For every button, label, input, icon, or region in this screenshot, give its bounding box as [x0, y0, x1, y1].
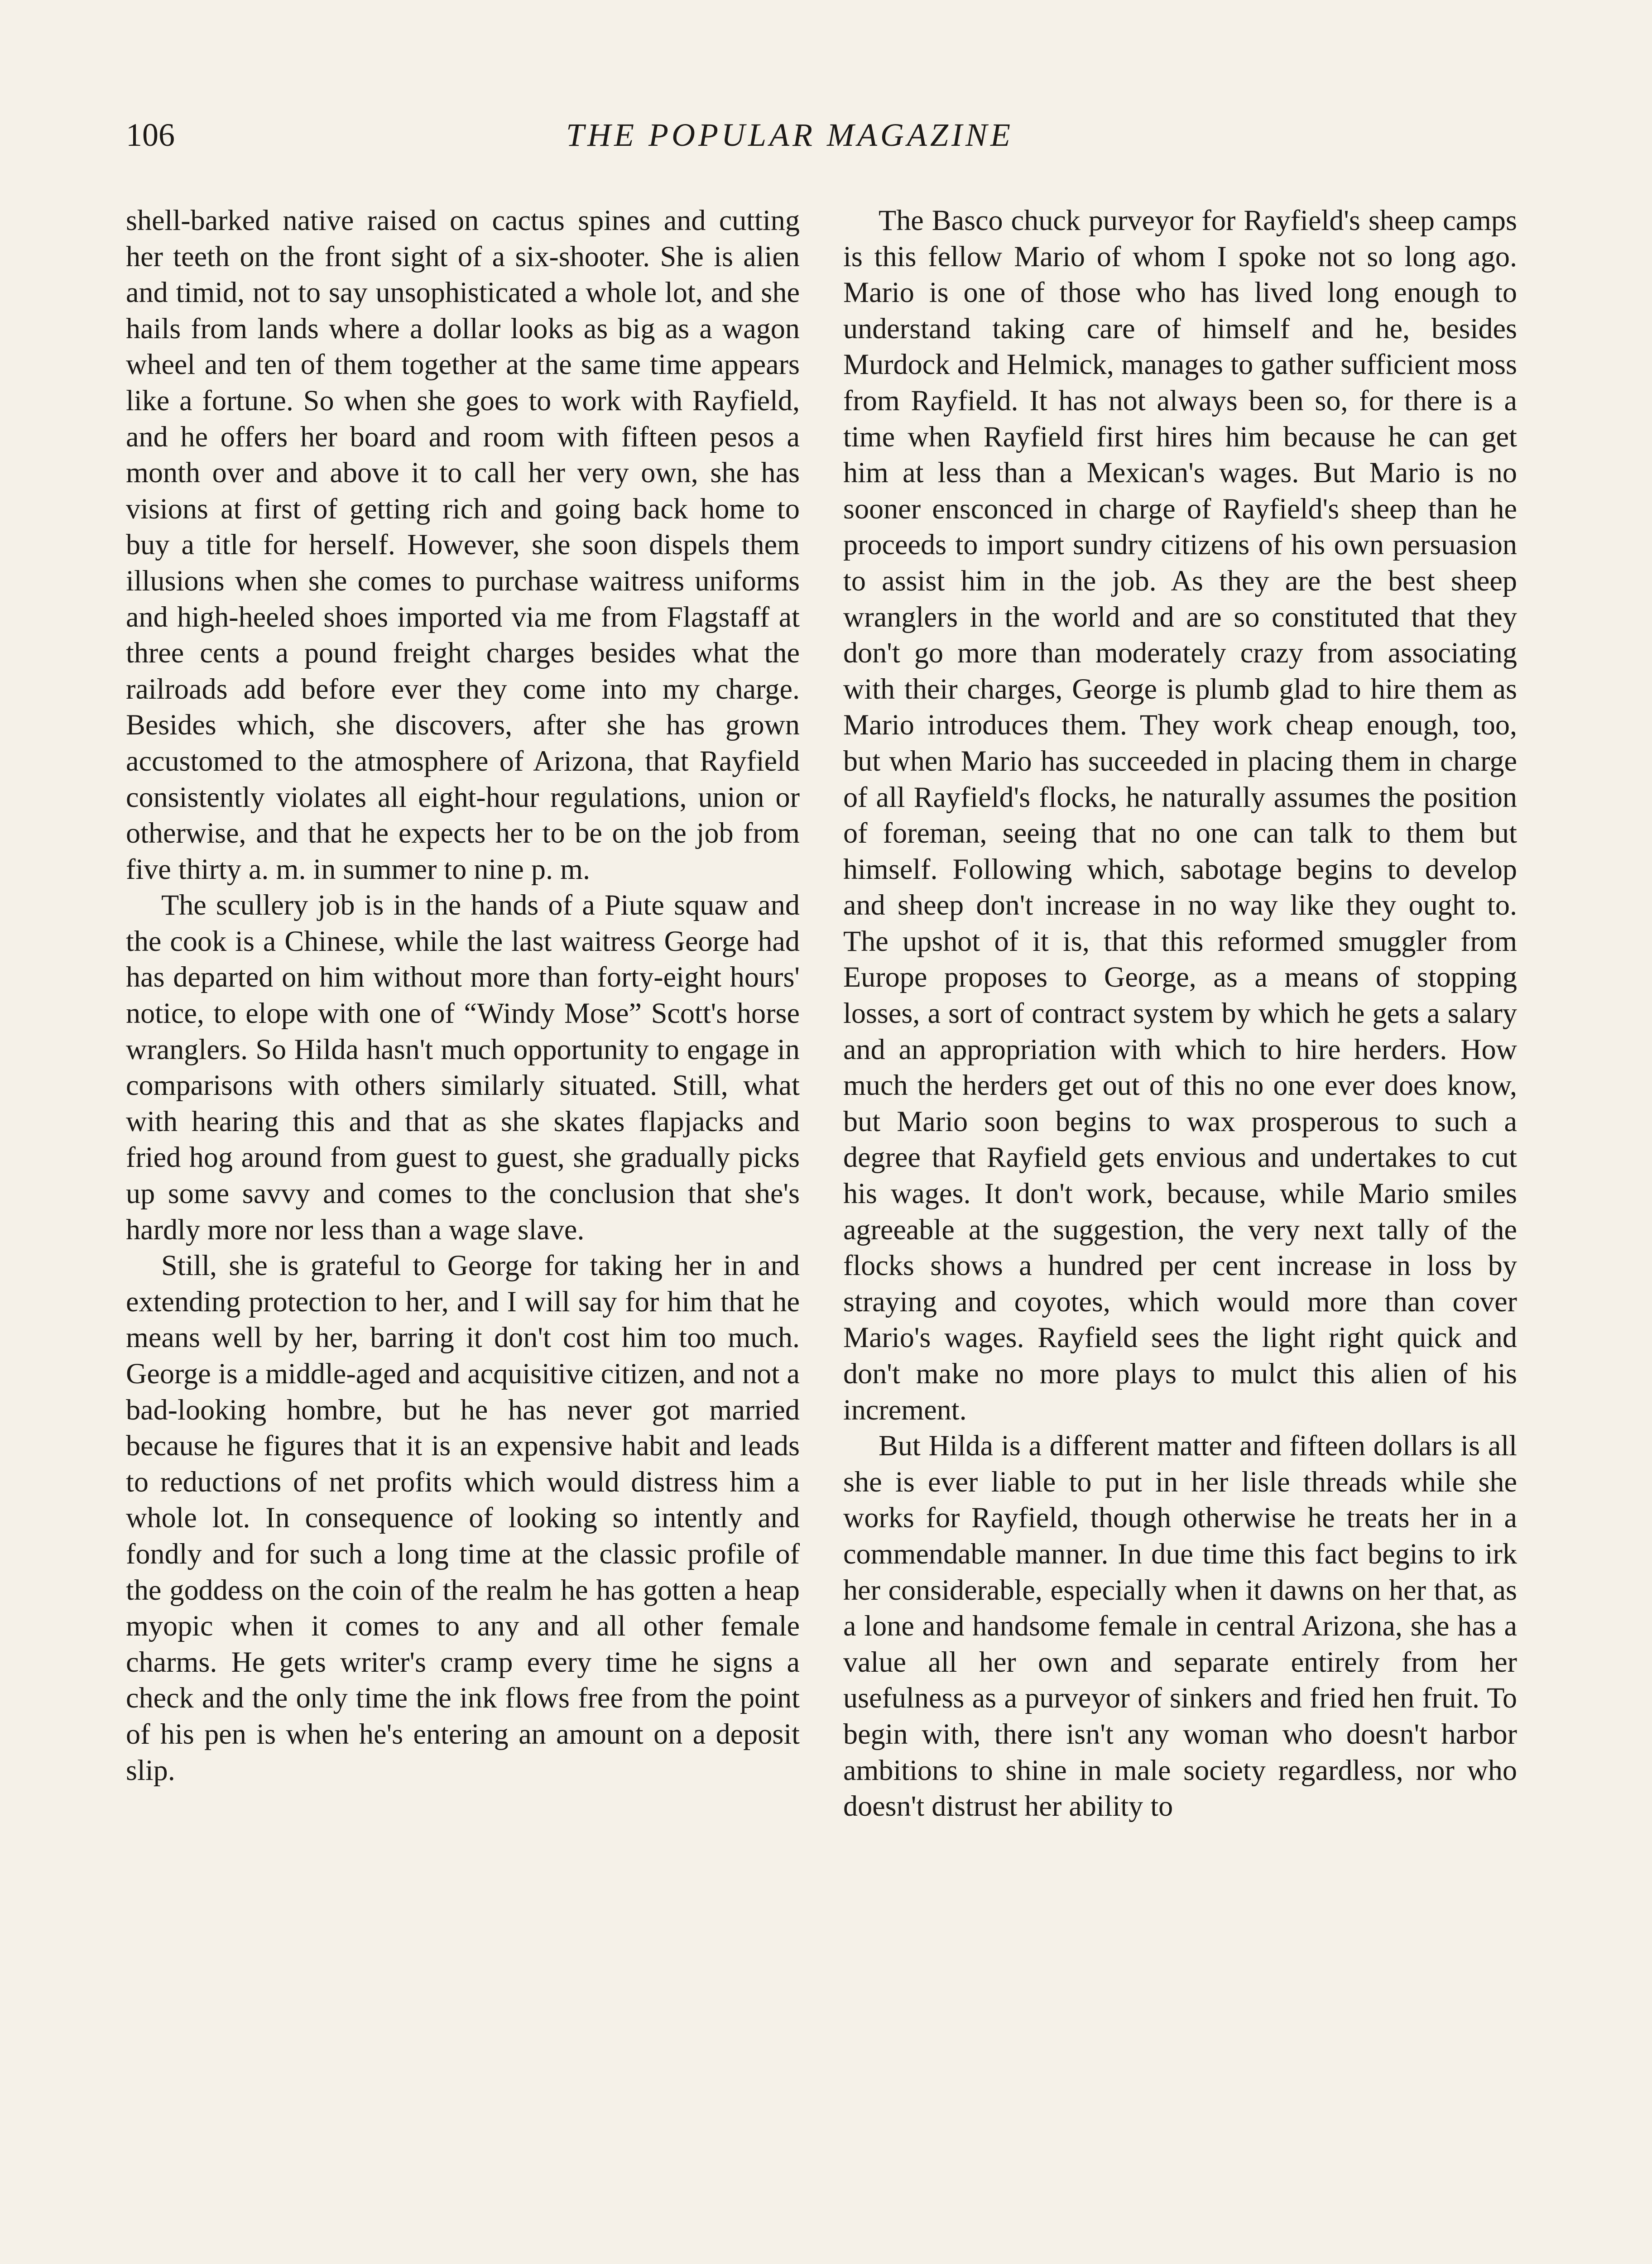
paragraph: Still, she is grateful to George for taking her in and extending protection to her, and I will say for him that he means well by her, barring it don't cost him too much. George is a middle-aged and acquisitive citizen, and not a bad-looking hombre, but he has never got married because he figures that it is an expensive habit and leads to reductions of net profits which would distress him a whole lot. In consequence of looking so intently and fondly and for such a long time at the classic profile of the goddess on the coin of the realm he has gotten a heap myopic when it comes to any and all other female charms. He gets writer's cramp every time he signs a check and the only time the ink flows free from the point of his pen is when he's entering an amount on a deposit slip. [126, 1249, 800, 1786]
right-column [843, 202, 1517, 1824]
paragraph: The scullery job is in the hands of a Piute squaw and the cook is a Chinese, while the last waitress George had has departed on him without more than forty-eight hours' notice, to elope with one of “Windy Mose” Scott's horse wranglers. So Hilda hasn't much opportunity to engage in comparisons with others similarly situated. Still, what with hearing this and that as she skates flapjacks and fried hog around from guest to guest, she gradually picks up some savvy and comes to the conclusion that she's hardly more nor less than a wage slave. [126, 889, 800, 1246]
page-number: 106 [126, 117, 175, 153]
paragraph: The Basco chuck purveyor for Rayfield's sheep camps is this fellow Mario of whom I spoke not so long ago. Mario is one of those who has lived long enough to understand taking care of himself and he, besides Murdock and Helmick, manages to gather sufficient moss from Rayfield. It has not always been so, for there is a time when Rayfield first hires him because he can get him at less than a Mexican's wages. But Mario is no sooner ensconced in charge of Rayfield's sheep than he proceeds to import sundry citizens of his own persuasion to assist him in the job. As they are the best sheep wranglers in the world and are so constituted that they don't go more than moderately crazy from associating with their charges, George is plumb glad to hire them as Mario introduces them. They work cheap enough, too, but when Mario has succeeded in placing them in charge of all Rayfield's flocks, he naturally assumes the position of foreman, seeing that no one can talk to them but himself. Following which, sabotage begins to develop and sheep don't increase in no way like they ought to. The upshot of it is, that this reformed smuggler from Europe proposes to George, as a means of stopping losses, a sort of contract system by which he gets a salary and an appropriation with which to hire herders. How much the herders get out of this no one ever does know, but Mario soon begins to wax prosperous to such a degree that Rayfield gets envious and undertakes to cut his wages. It don't work, because, while Mario smiles agreeable at the suggestion, the very next tally of the flocks shows a hundred per cent increase in loss by straying and coyotes, which would more than cover Mario's wages. Rayfield sees the light right quick and don't make no more plays to mulct this alien of his increment. [843, 204, 1517, 1426]
paragraph: shell-barked native raised on cactus spines and cutting her teeth on the front sight of a six-shooter. She is alien and timid, not to say unsophisticated a whole lot, and she hails from lands where a dollar looks as big as a wagon wheel and ten of them together at the same time appears like a fortune. So when she goes to work with Rayfield, and he offers her board and room with fifteen pesos a month over and above it to call her very own, she has visions at first of getting rich and going back home to buy a title for herself. However, she soon dispels them illusions when she comes to purchase waitress uniforms and high-heeled shoes imported via me from Flagstaff at three cents a pound freight charges besides what the railroads add before ever they come into my charge. Besides which, she discovers, after she has grown accustomed to the atmosphere of Arizona, that Rayfield consistently violates all eight-hour regulations, union or otherwise, and that he expects her to be on the job from five thirty a. m. in summer to nine p. m. [126, 204, 800, 885]
paragraph: But Hilda is a different matter and fifteen dollars is all she is ever liable to put in her lisle threads while she works for Rayfield, though otherwise he treats her in a commendable manner. In due time this fact begins to irk her considerable, especially when it dawns on her that, as a lone and handsome female in central Arizona, she has a value all her own and separate entirely from her usefulness as a purveyor of sinkers and fried hen fruit. To begin with, there isn't any woman who doesn't harbor ambitions to shine in male society regardless, nor who doesn't distrust her ability to [843, 1429, 1517, 1823]
running-head: THE POPULAR MAGAZINE [566, 117, 1013, 153]
left-column [126, 202, 800, 1788]
